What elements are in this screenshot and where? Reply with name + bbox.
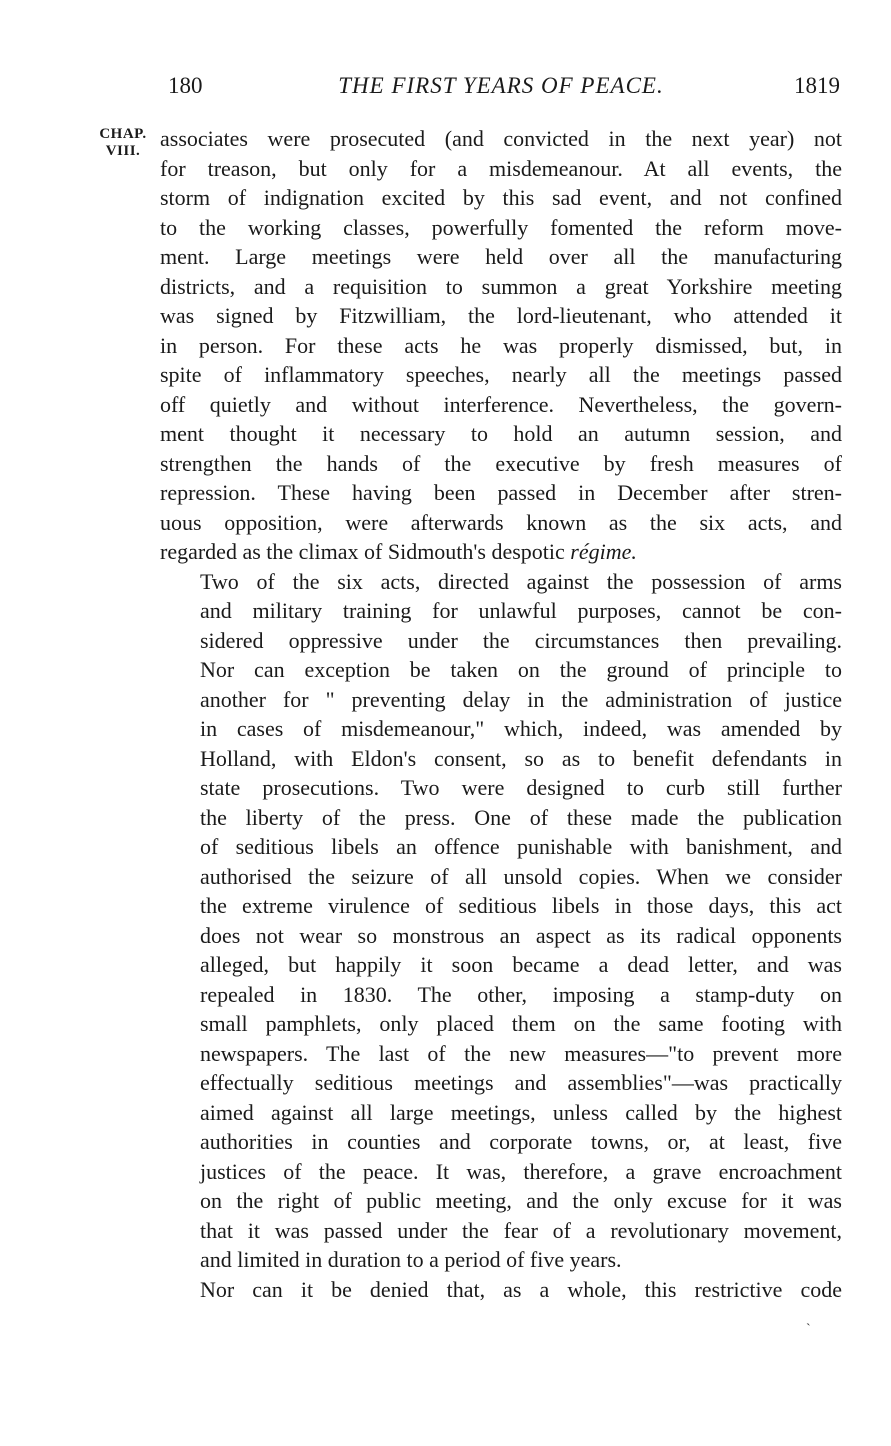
chapter-number: VIII. [105, 143, 141, 159]
text-line: districts, and a requisition to summon a great Yorkshire meeting [160, 273, 842, 299]
text-line: Nor can it be denied that, as a whole, this restrictive code [200, 1276, 842, 1302]
text-line: sidered oppressive under the circumstances then prevailing. [200, 627, 842, 653]
text-line: of seditious libels an offence punishable with banishment, and [200, 834, 842, 859]
text-line: repealed in 1830. The other, imposing a stamp-duty on [200, 981, 842, 1007]
page-number: 180 [168, 73, 203, 98]
text-line: in cases of misdemeanour," which, indeed, was amended by [200, 716, 842, 741]
text-line: Holland, with Eldon's consent, so as to benefit defendants in [200, 745, 842, 771]
text-line: the extreme virulence of seditious libels in those days, this act [200, 893, 842, 918]
text-line: ment thought it necessary to hold an autumn session, and [160, 421, 842, 446]
italic-regime: régime. [570, 539, 637, 564]
running-title: THE FIRST YEARS OF PEACE. [338, 73, 664, 98]
text-line [160, 537, 842, 567]
text-line: the liberty of the press. One of these made the publication [200, 804, 842, 830]
text-line: on the right of public meeting, and the only excuse for it was [200, 1188, 842, 1213]
text-line: was signed by Fitzwilliam, the lord-lieutenant, who attended it [160, 303, 842, 328]
paragraph-3 [160, 1275, 842, 1305]
paragraph-2 [160, 567, 842, 1275]
text-line: Nor can exception be taken on the ground of principle to [200, 657, 842, 682]
text-line: effectually seditious meetings and assemblies"—was practically [200, 1070, 842, 1095]
text-line: state prosecutions. Two were designed to curb still further [200, 775, 842, 800]
text-line: aimed against all large meetings, unless called by the highest [200, 1099, 842, 1125]
chapter-margin-note [86, 126, 160, 160]
chapter-label: CHAP. [99, 126, 147, 142]
running-head [160, 73, 842, 109]
text-line: repression. These having been passed in December after stren- [160, 480, 842, 505]
text-line: and limited in duration to a period of five years. [200, 1247, 622, 1272]
text-line: strengthen the hands of the executive by fresh measures of [160, 450, 842, 476]
text-line: spite of inflammatory speeches, nearly all the meetings passed [160, 362, 842, 387]
text-line: small pamphlets, only placed them on the same footing with [200, 1011, 842, 1036]
text-line: authorised the seizure of all unsold copies. When we consider [200, 863, 842, 889]
text-line: associates were prosecuted (and convicted in the next year) not [160, 126, 842, 151]
text-line: and military training for unlawful purposes, cannot be con- [200, 598, 842, 623]
paragraph-1 [160, 124, 842, 567]
year-label: 1819 [794, 73, 840, 98]
text-line: in person. For these acts he was properly dismissed, but, in [160, 332, 842, 358]
text-line: another for " preventing delay in the administration of justice [200, 686, 842, 712]
text-line: storm of indignation excited by this sad event, and not confined [160, 185, 842, 210]
text-line: Two of the six acts, directed against the possession of arms [200, 568, 842, 594]
text-line: newspapers. The last of the new measures—"to prevent more [200, 1040, 842, 1066]
text-line: ment. Large meetings were held over all the manufacturing [160, 244, 842, 269]
text-line: authorities in counties and corporate towns, or, at least, five [200, 1129, 842, 1154]
text-line: that it was passed under the fear of a revolutionary movement, [200, 1217, 842, 1243]
text-line-prefix: regarded as the climax of Sidmouth's despotic [160, 539, 571, 564]
text-line: uous opposition, were afterwards known as the six acts, and [160, 509, 842, 535]
text-line: justices of the peace. It was, therefore, a grave encroachment [200, 1158, 842, 1184]
text-line: to the working classes, powerfully fomented the reform move- [160, 214, 842, 240]
text-line: does not wear so monstrous an aspect as its radical opponents [200, 922, 842, 948]
body-text [160, 124, 842, 1304]
text-line: for treason, but only for a misdemeanour. At all events, the [160, 155, 842, 181]
print-mark: ` [806, 1322, 811, 1337]
text-line: alleged, but happily it soon became a dead letter, and was [200, 952, 842, 977]
text-line: off quietly and without interference. Nevertheless, the govern- [160, 391, 842, 417]
